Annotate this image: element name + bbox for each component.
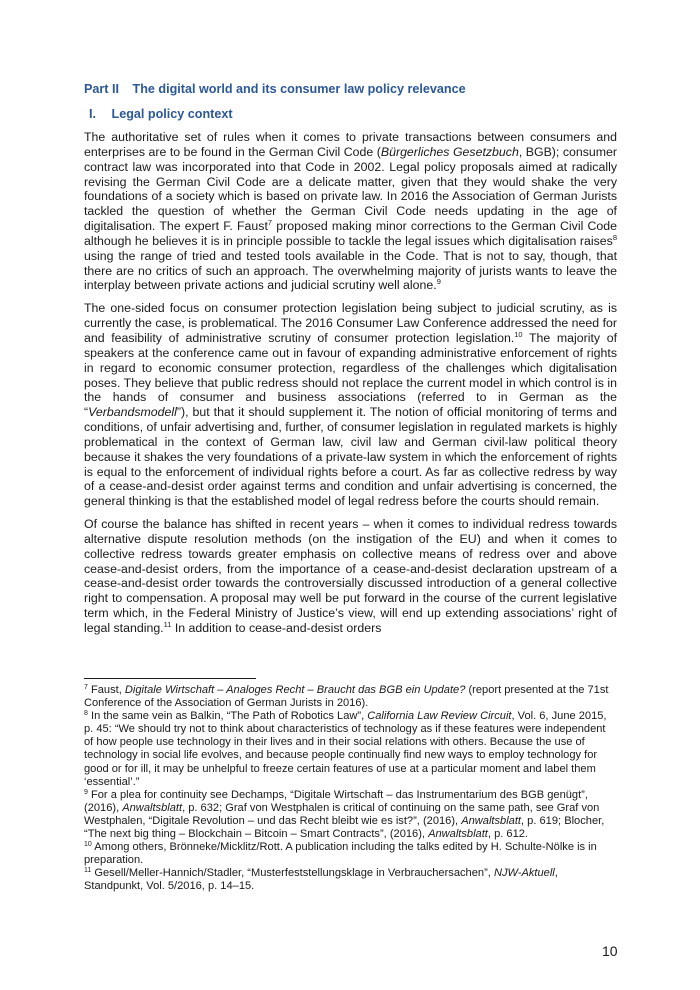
footnote-10: $^{10}$ Among others, Brönneke/Micklitz/Rott. A publication including the talks edited by H. Schulte-Nölke is in preparation. (84, 841, 597, 867)
footnote-9: $^9$ For a plea for continuity see Dechamps, “Digitale Wirtschaft – das Instrumentarium des BGB genügt”, (2016), Anwaltsblatt, p. 632; Graf von Westphalen is critical of continuing on the same path, see Graf von Westphalen, “Digitale Revolution – und das Recht bleibt wie es ist?”, (2016), Anwaltsblatt, p. 619; Blocher, “The next big thing – Blockchain – Bitcoin – Smart Contracts”, (2016), Anwaltsblatt, p. 612. (84, 788, 605, 841)
section-heading (89, 107, 233, 121)
paragraph-3: Of course the balance has shifted in recent years – when it comes to individual redress towards alternative dispute resolution methods (on the instigation of the EU) and when it comes to collective redress towards greater emphasis on collective means of redress over and above cease-and-desist orders, from the importance of a cease-and-desist declaration upstream of a cease-and-desist order towards the controversially discussed introduction of a general collective right to compensation. A proposal may well be put forward in the course of the current legislative term which, in the Federal Ministry of Justice’s view, will end up extending associations’ right of legal standing.$^{11}$ In addition to cease-and-desist orders (84, 517, 617, 635)
footnote-ref-7: 7 (267, 218, 273, 228)
paragraph-2: The one-sided focus on consumer protection legislation being subject to judicial scrutiny, as is currently the case, is problematical. The 2016 Consumer Law Conference addressed the need for and feasibility of administrative scrutiny of consumer protection legislation.$^{10}$ The majority of speakers at the conference came out in favour of expanding administrative enforcement of rights in regard to economic consumer protection, regardless of the challenges which digitalisation poses. They believe that public redress should not replace the current model in which control is in the hands of consumer and business associations (referred to in German as the “Verbandsmodell”), but that it should supplement it. The notion of official monitoring of terms and conditions, of unfair advertising and, further, of consumer legislation in regulated markets is highly problematical in the context of German law, civil law and German civil-law political theory because it shakes the very foundations of a private-law system in which the enforcement of rights is equal to the enforcement of individual rights before a court. As far as collective redress by way of a cease-and-desist order against terms and condition and unfair advertising is concerned, the general thinking is that the established model of legal redress before the courts should remain. (84, 301, 617, 509)
section-number: I. (89, 107, 96, 121)
footnote-ref-8: 8 (612, 232, 617, 242)
footnote-8: $^8$ In the same vein as Balkin, “The Path of Robotics Law”, California Law Review Circuit, Vol. 6, June 2015, p. 45: “We should try not to think about characteristics of technology as if these features were independent of how people use technology in their lives and in their social relations with others. Because the use of technology in social life evolves, and because people continually find new ways to employ technology for good or for ill, it may be unhelpful to freeze certain features of use at a particular moment and label them ‘essential’.” (84, 710, 607, 788)
section-title: Legal policy context (111, 107, 233, 121)
footnote-ref-9: 9 (436, 277, 441, 287)
paragraph-1: The authoritative set of rules when it comes to private transactions between consumers and enterprises are to be found in the German Civil Code (Bürgerliches Gesetzbuch, BGB); consumer contract law was incorporated into that Code in 2002. Legal policy proposals aimed at radically revising the German Civil Code are a delicate matter, given that they would shake the very foundations of a society which is based on private law. In 2016 the Association of German Jurists tackled the question of whether the German Civil Code needs updating in the age of digitalisation. The expert F. Faust$^7$ proposed making minor corrections to the German Civil Code although he believes it is in principle possible to tackle the legal issues which digitalisation raises$^8$ using the range of tried and tested tools available in the Code. That is not to say, though, that there are no critics of such an approach. The overwhelming majority of jurists wants to leave the interplay between private actions and judicial scrutiny well alone.$^9$ (84, 130, 618, 293)
footnotes (84, 684, 617, 894)
footnote-11: $^{11}$ Gesell/Meller-Hannich/Stadler, “Musterfeststellungsklage in Verbrauchersachen”, NJW-Aktuell, Standpunkt, Vol. 5/2016, p. 14–15. (84, 867, 558, 893)
footnote-ref-11: 11 (163, 620, 172, 629)
part-title: The digital world and its consumer law policy relevance (132, 82, 466, 96)
part-number: Part II (84, 82, 119, 96)
part-heading (84, 82, 617, 96)
footnote-ref-10: 10 (514, 329, 523, 339)
footnote-7: $^7$ Faust, Digitale Wirtschaft – Analoges Recht – Braucht das BGB ein Update? (report presented at the 71st Conference of the Association of German Jurists in 2016). (84, 684, 609, 710)
footnote-separator (84, 678, 256, 679)
body-text (84, 130, 617, 644)
page-number: 10 (602, 943, 618, 959)
